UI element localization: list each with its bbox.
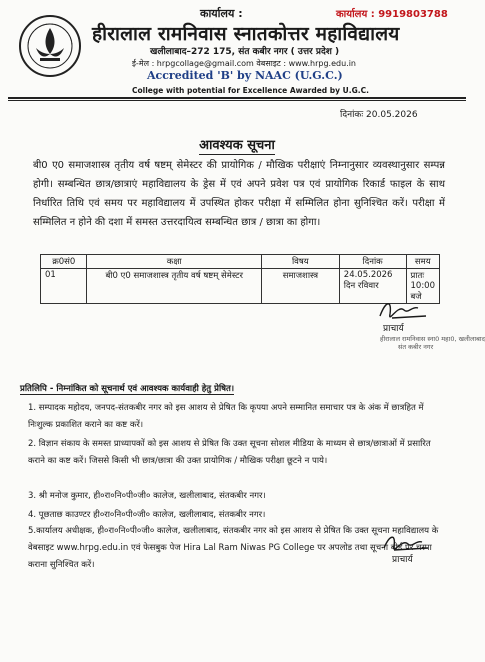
copy-item-3: 3. श्री मनोज कुमार, ही०रा०नि०पी०जी० कालेज, खलीलाबाद, संतकबीर नगर।	[28, 491, 266, 501]
office-label: कार्यालय :	[200, 7, 243, 20]
cell-serial: 01	[41, 269, 87, 304]
college-logo-emblem	[18, 14, 82, 78]
principal-label-2: प्राचार्य	[392, 555, 413, 565]
cell-class: बी0 ए0 समाजशास्त्र तृतीय वर्ष षष्टम् सेमेस्टर	[87, 269, 261, 304]
schedule-header-row	[41, 255, 440, 269]
copy-item-4: 4. पूछताछ काउण्टर ही०रा०नि०पी०जी० कालेज, खलीलाबाद, संतकबीर नगर।	[28, 510, 266, 520]
col-class: कक्षा	[87, 255, 261, 269]
cell-date-day: दिन रविवार	[343, 281, 379, 291]
col-subject: विषय	[261, 255, 339, 269]
notice-title	[0, 135, 474, 153]
copy-item-2: 2. विज्ञान संकाय के समस्त प्राध्यापकों को इस आशय से प्रेषित कि उक्त सूचना सोशल मीडिया के माध्यम से छात्र/छात्राओं में प्रसारित कराने का कष्ट करें। जिससे किसी भी छात्र/छात्रा की उक्त प्रायोगिक / मौखिक परीक्षा छूटने न पाये।	[28, 439, 431, 466]
copy-heading-text: प्रतिलिपि - निम्नांकित को सूचनार्थ एवं आवश्यक कार्यवाही हेतु प्रेषित।	[20, 384, 235, 394]
college-contacts: ई-मेल : hrpgcollage@gmail.com वेबसाइट : www.hrpg.edu.in	[132, 59, 356, 68]
office-phone: कार्यालय : 9919803788	[336, 9, 448, 20]
cell-subject: समाजशास्त्र	[261, 269, 339, 304]
notice-date: दिनांकः 20.05.2026	[340, 110, 418, 120]
col-date: दिनांक	[339, 255, 406, 269]
copy-item-5: 5.कार्यालय अधीक्षक, ही०रा०नि०पी०जी० कालेज, खलीलाबाद, संतकबीर नगर को इस आशय से प्रेषित कि उक्त सूचना महाविद्यालय के वेबसाइट www.hrpg.edu.in एवं फेसबुक पेज Hira Lal Ram Niwas PG College पर अपलोड तथा सूचना बोर्ड पर चस्पा कराना सुनिश्चित करें।	[28, 526, 439, 570]
copy-heading	[20, 383, 234, 394]
principal-label: प्राचार्य	[383, 324, 404, 334]
copy-item-1: 1. सम्पादक महोदय, जनपद-संतकबीर नगर को इस आशय से प्रेषित कि कृपया अपने सम्मानित समाचार पत्र के अंक में छात्रहित में निःशुल्क प्रकाशित कराने का कष्ट करें।	[28, 403, 424, 430]
cell-time: प्रातः 10:00 बजे	[406, 269, 440, 304]
stamp-line-1: हीरालाल रामनिवास स्ना0 महा0, खलीलाबाद	[380, 335, 485, 343]
college-address: खलीलाबाद–272 175, संत कबीर नगर ( उत्तर प्रदेश )	[150, 47, 340, 57]
notice-title-text: आवश्यक सूचना	[199, 138, 275, 153]
col-serial: क्र0सं0	[41, 255, 87, 269]
header-divider-thin	[8, 100, 466, 101]
col-time: समय	[406, 255, 440, 269]
ugc-potential-line: College with potential for Excellence Awarded by U.G.C.	[132, 86, 369, 95]
college-stamp	[380, 335, 485, 351]
college-name: हीरालाल रामनिवास स्नातकोत्तर महाविद्यालय	[92, 23, 400, 45]
naac-accreditation: Accredited 'B' by NAAC (U.G.C.)	[147, 69, 343, 82]
stamp-line-2: संत कबीर नगर	[398, 343, 434, 351]
cell-date-value: 24.05.2026	[343, 270, 393, 280]
header-divider	[8, 97, 466, 99]
notice-body: बी0 ए0 समाजशास्त्र तृतीय वर्ष षष्टम् सेमेस्टर की प्रायोगिक / मौखिक परीक्षाएं निम्नानुसार व्यवस्थानुसार सम्पन्न होगी। सम्बन्धित छात्र/छात्राएं महाविद्यालय के ड्रेस में एवं अपने प्रवेश पत्र एवं प्रायोगिक रिकार्ड फाइल के साथ निर्धारित तिथि एवं समय पर महाविद्यालय में उपस्थित होकर परीक्षा में सम्मिलित होना सुनिश्चित करें। परीक्षा में सम्मिलित न होने की दशा में समस्त उत्तरदायित्व सम्बन्धित छात्र / छात्रा का होगा।	[33, 160, 445, 228]
